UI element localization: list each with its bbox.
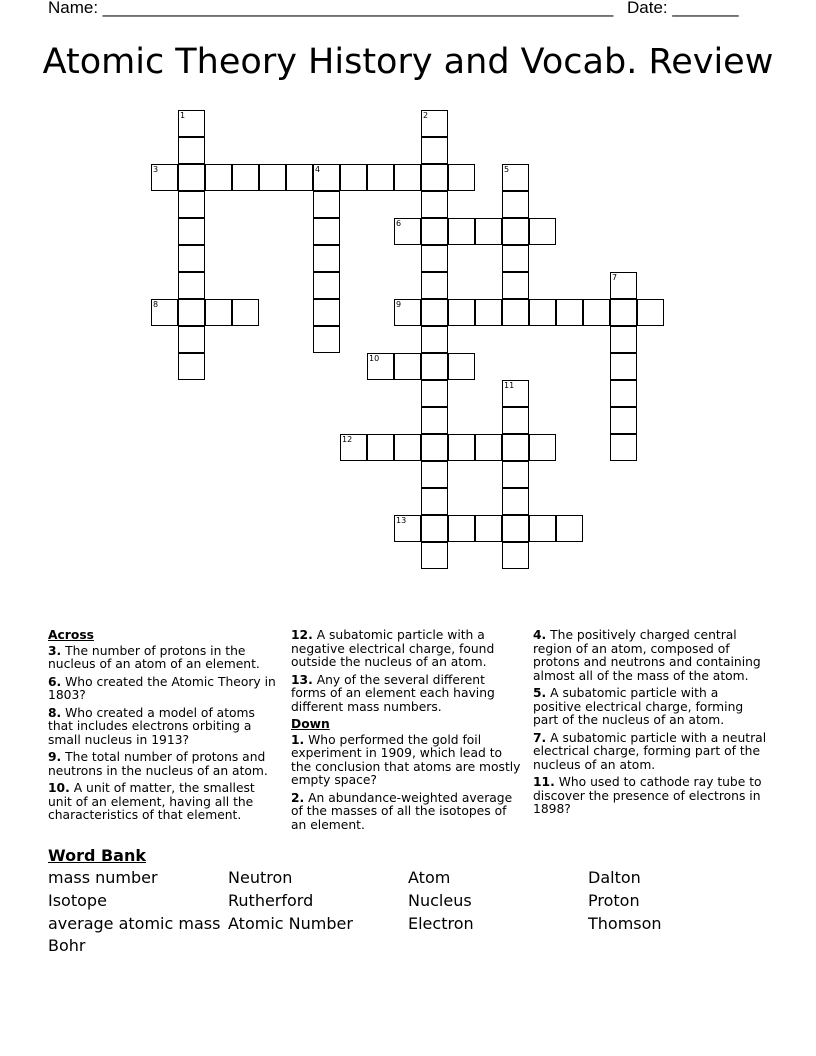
crossword-cell[interactable]	[502, 164, 529, 191]
crossword-cell[interactable]	[448, 353, 475, 380]
crossword-cell[interactable]	[421, 164, 448, 191]
crossword-cell[interactable]	[421, 218, 448, 245]
word-bank-item: Electron	[408, 914, 474, 933]
crossword-cell[interactable]	[502, 380, 529, 407]
word-bank-item: average atomic mass	[48, 914, 221, 933]
clue-across-8: 8. Who created a model of atoms that includes electrons orbiting a small nucleus in 1913?	[48, 705, 255, 747]
crossword-cell[interactable]	[529, 434, 556, 461]
crossword-cell[interactable]	[529, 515, 556, 542]
crossword-cell[interactable]	[502, 515, 529, 542]
crossword-cell[interactable]	[394, 164, 421, 191]
word-bank-item: Proton	[588, 891, 640, 910]
clue-down-11: 11. Who used to cathode ray tube to discover the presence of electrons in 1898?	[533, 775, 762, 816]
crossword-cell[interactable]	[448, 164, 475, 191]
word-bank-title: Word Bank	[48, 846, 147, 865]
crossword-cell[interactable]	[232, 299, 259, 326]
crossword-cell[interactable]	[367, 434, 394, 461]
crossword-cell[interactable]	[475, 218, 502, 245]
crossword-cell[interactable]	[610, 326, 637, 353]
crossword-cell[interactable]	[421, 461, 448, 488]
crossword-cell[interactable]	[313, 299, 340, 326]
word-bank-item: Atom	[408, 868, 451, 887]
crossword-cell[interactable]	[610, 272, 637, 299]
crossword-cell[interactable]	[448, 299, 475, 326]
crossword-cell[interactable]	[367, 353, 394, 380]
clues-column-3	[533, 629, 769, 821]
crossword-cell[interactable]	[421, 353, 448, 380]
clue-number: 11	[504, 381, 515, 390]
clue-number: 10	[369, 354, 380, 363]
crossword-cell[interactable]	[502, 461, 529, 488]
crossword-cell[interactable]	[178, 326, 205, 353]
crossword-cell[interactable]	[610, 407, 637, 434]
word-bank-item: Isotope	[48, 891, 107, 910]
clue-down-1: 1. Who performed the gold foil experiment in 1909, which lead to the conclusion that atoms are mostly empty space?	[291, 732, 521, 787]
crossword-cell[interactable]	[178, 110, 205, 137]
crossword-cell[interactable]	[394, 434, 421, 461]
crossword-cell[interactable]	[151, 164, 178, 191]
crossword-cell[interactable]	[394, 353, 421, 380]
crossword-cell[interactable]	[205, 164, 232, 191]
word-bank-item: Rutherford	[228, 891, 314, 910]
clue-number: 7	[612, 273, 618, 282]
crossword-cell[interactable]	[421, 137, 448, 164]
clue-down-7: 7. A subatomic particle with a neutral electrical charge, forming part of the nucleus of an atom.	[533, 730, 767, 772]
crossword-cell[interactable]	[556, 515, 583, 542]
crossword-cell[interactable]	[502, 488, 529, 515]
crossword-cell[interactable]	[178, 164, 205, 191]
clue-number: 2	[423, 111, 429, 120]
crossword-cell[interactable]	[502, 542, 529, 569]
crossword-cell[interactable]	[259, 164, 286, 191]
word-bank-item: mass number	[48, 868, 158, 887]
crossword-cell[interactable]	[421, 272, 448, 299]
clue-number: 6	[396, 219, 402, 228]
crossword-cell[interactable]	[421, 434, 448, 461]
clue-across-3: 3. The number of protons in the nucleus of an atom of an element.	[48, 643, 260, 671]
crossword-cell[interactable]	[313, 164, 340, 191]
crossword-cell[interactable]	[502, 434, 529, 461]
clue-across-9: 9. The total number of protons and neutrons in the nucleus of an atom.	[48, 750, 268, 778]
crossword-cell[interactable]	[421, 326, 448, 353]
word-bank-item: Atomic Number	[228, 914, 353, 933]
crossword-cell[interactable]	[475, 299, 502, 326]
crossword-cell[interactable]	[394, 218, 421, 245]
crossword-cell[interactable]	[286, 164, 313, 191]
crossword-cell[interactable]	[313, 191, 340, 218]
clue-down-4: 4. The positively charged central region of an atom, composed of protons and neutrons and containing almost all of the mass of the atom.	[533, 628, 761, 683]
crossword-cell[interactable]	[448, 434, 475, 461]
crossword-cell[interactable]	[421, 110, 448, 137]
crossword-cell[interactable]	[313, 272, 340, 299]
crossword-cell[interactable]	[421, 542, 448, 569]
crossword-cell[interactable]	[178, 137, 205, 164]
crossword-cell[interactable]	[313, 326, 340, 353]
down-heading: Down	[291, 717, 330, 731]
word-bank-item: Dalton	[588, 868, 641, 887]
crossword-cell[interactable]	[421, 515, 448, 542]
clues-column-1	[48, 629, 276, 827]
crossword-cell[interactable]	[502, 245, 529, 272]
crossword-cell[interactable]	[421, 380, 448, 407]
clue-number: 5	[504, 165, 510, 174]
crossword-cell[interactable]	[421, 488, 448, 515]
clues-column-2	[291, 629, 523, 836]
clue-number: 3	[153, 165, 159, 174]
crossword-cell[interactable]	[205, 299, 232, 326]
crossword-cell[interactable]	[394, 299, 421, 326]
crossword-cell[interactable]	[340, 434, 367, 461]
crossword-cell[interactable]	[610, 353, 637, 380]
word-bank-item: Thomson	[588, 914, 662, 933]
crossword-cell[interactable]	[313, 218, 340, 245]
clue-number: 8	[153, 300, 159, 309]
clue-across-6: 6. Who created the Atomic Theory in 1803?	[48, 674, 276, 702]
clue-number: 4	[315, 165, 321, 174]
crossword-cell[interactable]	[421, 407, 448, 434]
crossword-cell[interactable]	[556, 299, 583, 326]
crossword-cell[interactable]	[313, 245, 340, 272]
word-bank-item: Nucleus	[408, 891, 472, 910]
crossword-cell[interactable]	[421, 191, 448, 218]
crossword-cell[interactable]	[529, 299, 556, 326]
crossword-cell[interactable]	[502, 407, 529, 434]
crossword-cell[interactable]	[178, 353, 205, 380]
crossword-cell[interactable]	[178, 218, 205, 245]
crossword-cell[interactable]	[421, 245, 448, 272]
crossword-cell[interactable]	[232, 164, 259, 191]
crossword-cell[interactable]	[502, 272, 529, 299]
crossword-cell[interactable]	[502, 191, 529, 218]
crossword-cell[interactable]	[394, 515, 421, 542]
date-field-label[interactable]: Date: _______	[627, 0, 739, 17]
clue-number: 9	[396, 300, 402, 309]
crossword-cell[interactable]	[340, 164, 367, 191]
word-bank-item: Bohr	[48, 936, 86, 955]
clue-across-12: 12. A subatomic particle with a negative electrical charge, found outside the nucleus of an atom.	[291, 628, 495, 669]
crossword-cell[interactable]	[610, 434, 637, 461]
clue-across-10: 10. A unit of matter, the smallest unit of an element, having all the characteristics of that element.	[48, 781, 255, 822]
clue-down-2: 2. An abundance-weighted average of the masses of all the isotopes of an element.	[291, 790, 513, 832]
crossword-cell[interactable]	[475, 515, 502, 542]
crossword-cell[interactable]	[475, 434, 502, 461]
crossword-cell[interactable]	[610, 380, 637, 407]
clue-down-5: 5. A subatomic particle with a positive electrical charge, forming part of the nucleus of an atom.	[533, 686, 744, 727]
clue-number: 13	[396, 516, 407, 525]
crossword-cell[interactable]	[502, 218, 529, 245]
clue-number: 1	[180, 111, 186, 120]
crossword-cell[interactable]	[448, 218, 475, 245]
crossword-cell[interactable]	[637, 299, 664, 326]
crossword-cell[interactable]	[610, 299, 637, 326]
across-heading: Across	[48, 628, 94, 642]
crossword-cell[interactable]	[178, 191, 205, 218]
crossword-cell[interactable]	[367, 164, 394, 191]
name-field-label[interactable]: Name: ______________________________________________________	[48, 0, 614, 17]
crossword-cell[interactable]	[178, 272, 205, 299]
crossword-cell[interactable]	[421, 299, 448, 326]
clue-number: 12	[342, 435, 353, 444]
crossword-cell[interactable]	[178, 245, 205, 272]
crossword-cell[interactable]	[502, 299, 529, 326]
crossword-cell[interactable]	[448, 515, 475, 542]
page-title: Atomic Theory History and Vocab. Review	[42, 42, 774, 82]
crossword-cell[interactable]	[529, 218, 556, 245]
crossword-cell[interactable]	[178, 299, 205, 326]
crossword-cell[interactable]	[583, 299, 610, 326]
clue-across-13: 13. Any of the several different forms of an element each having different mass numbers.	[291, 672, 495, 714]
crossword-cell[interactable]	[151, 299, 178, 326]
word-bank-item: Neutron	[228, 868, 293, 887]
